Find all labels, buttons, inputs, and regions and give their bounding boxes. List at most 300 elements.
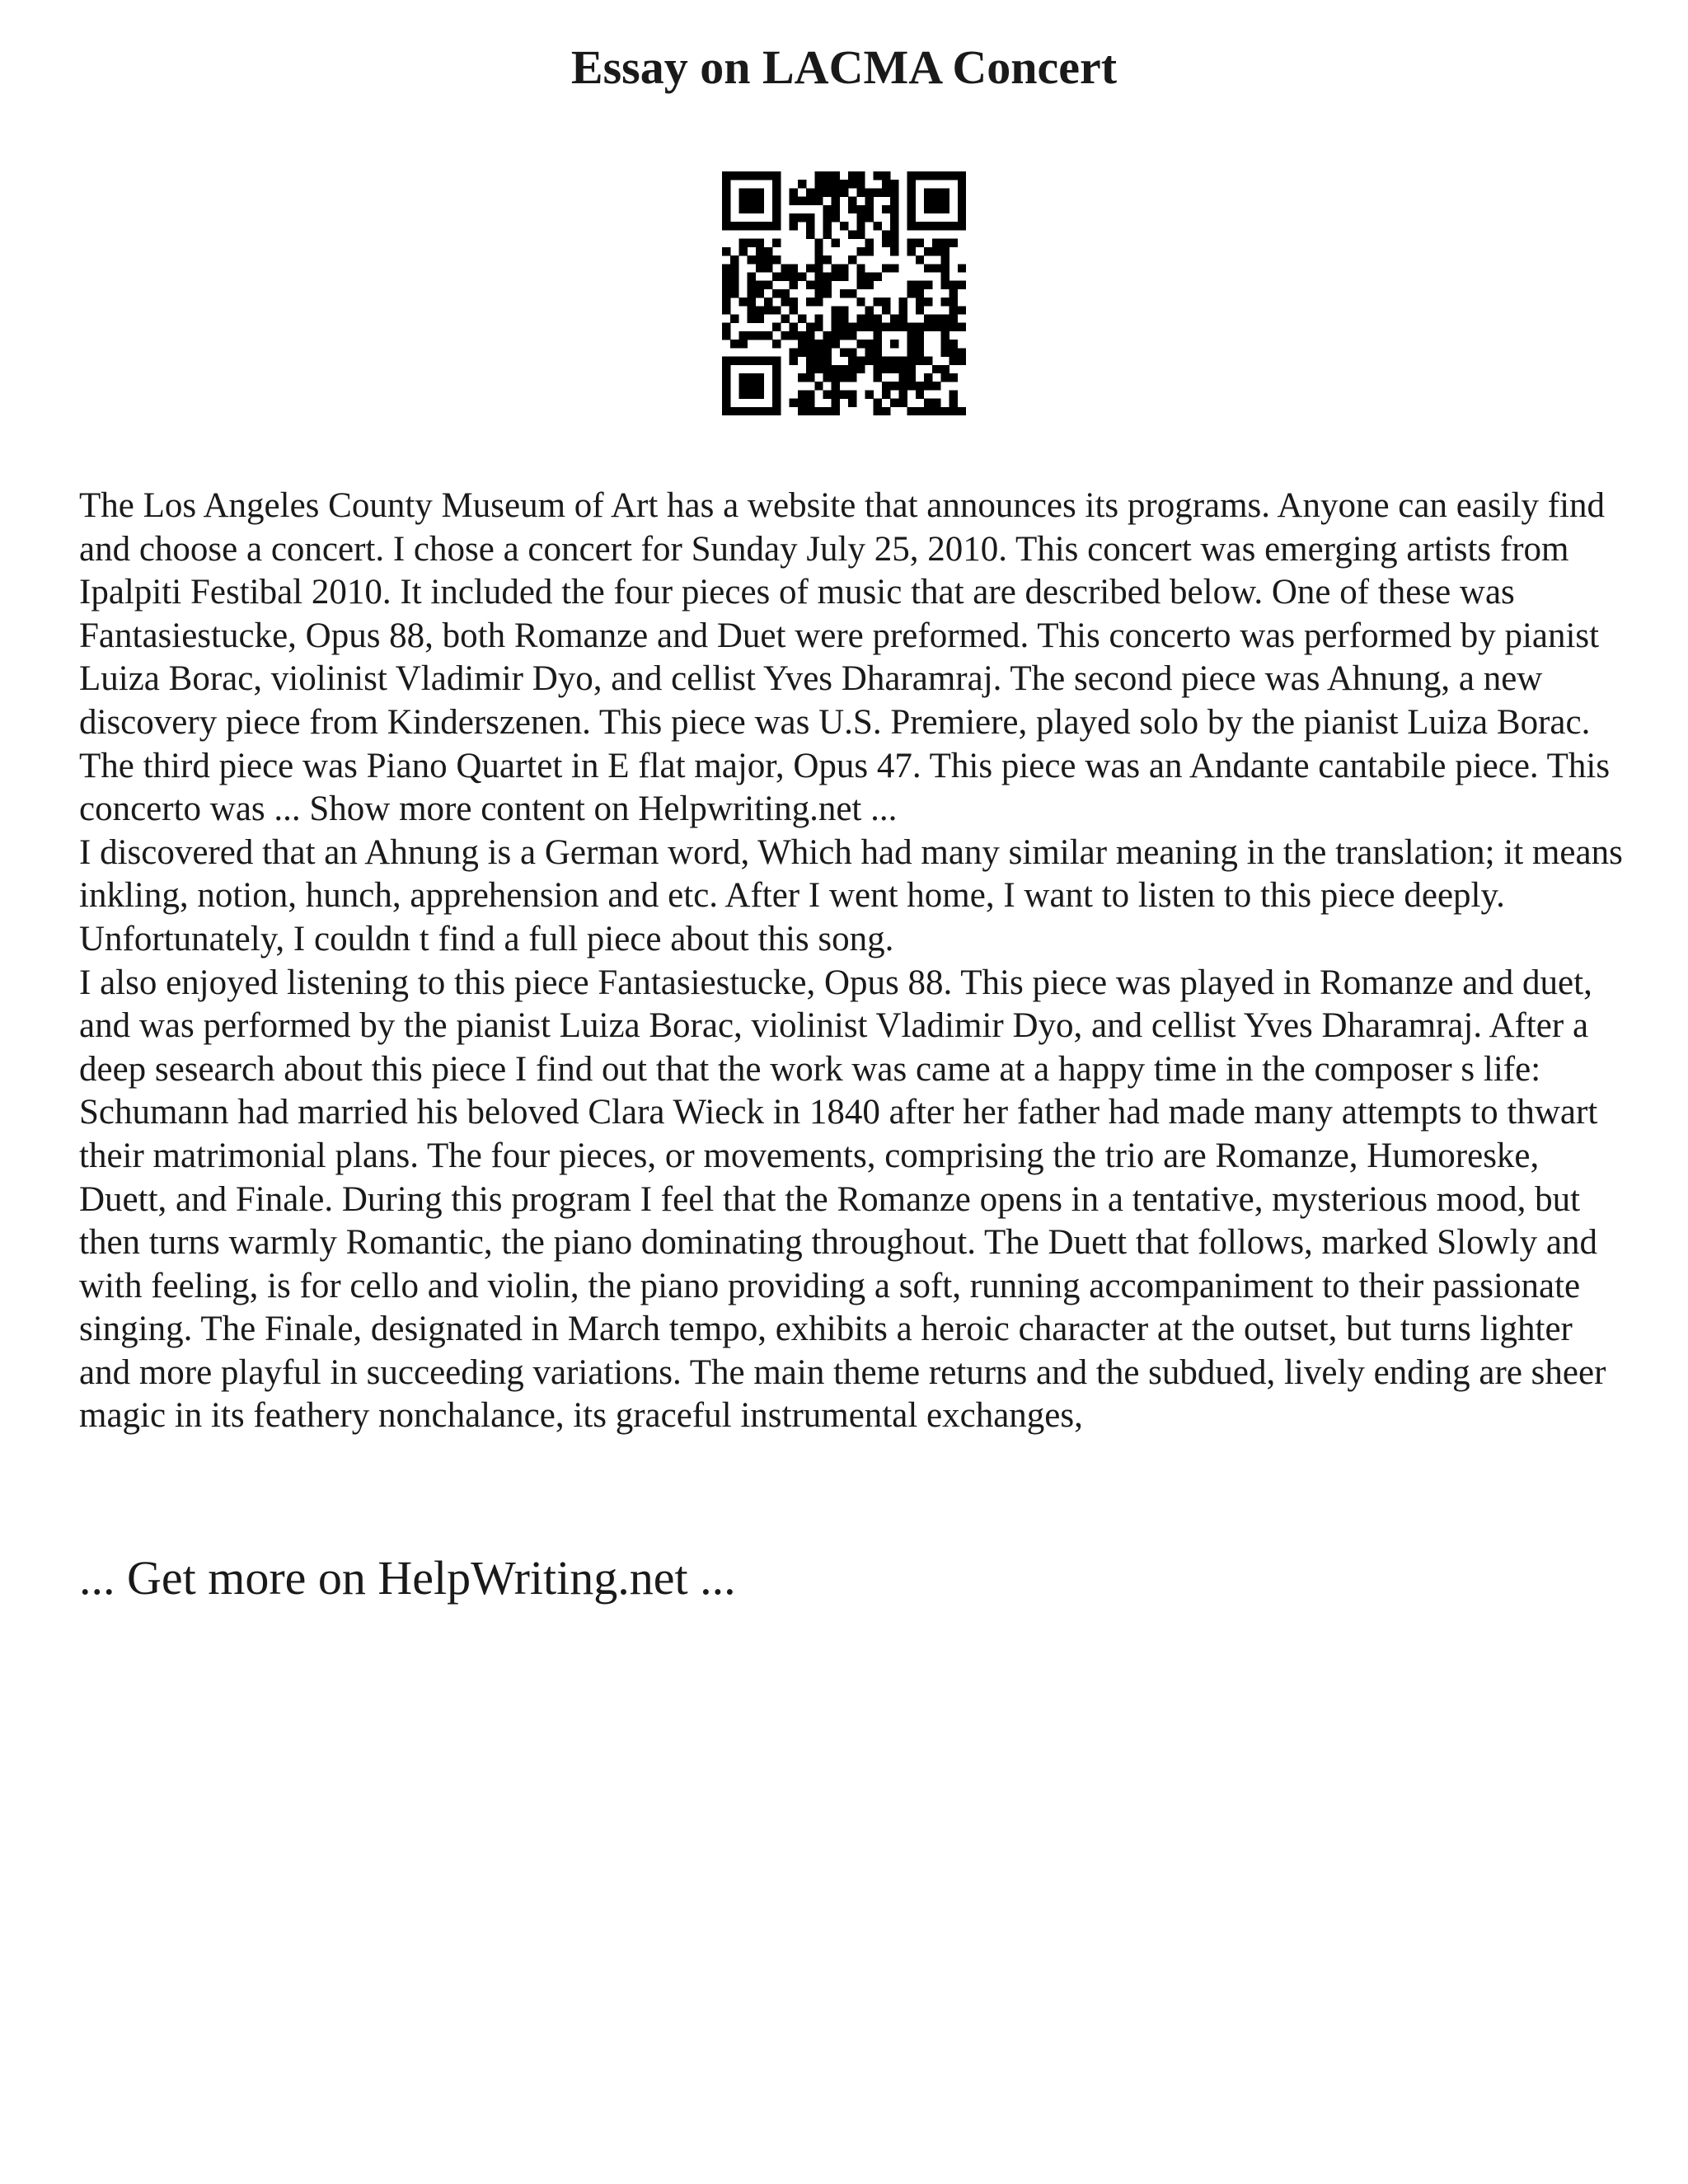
qr-module xyxy=(772,382,781,390)
qr-module xyxy=(924,298,932,306)
qr-module xyxy=(748,331,756,340)
qr-module xyxy=(907,171,916,180)
qr-module xyxy=(738,239,747,247)
qr-module xyxy=(772,289,781,298)
qr-module xyxy=(823,230,831,238)
qr-module xyxy=(756,382,764,390)
qr-module xyxy=(916,222,924,230)
qr-module xyxy=(756,264,764,272)
qr-module xyxy=(882,390,890,398)
qr-module xyxy=(940,373,949,382)
qr-module xyxy=(890,365,898,373)
qr-module xyxy=(907,247,916,255)
qr-module xyxy=(874,365,882,373)
qr-module xyxy=(907,281,916,289)
qr-module xyxy=(814,340,823,348)
qr-module xyxy=(958,281,966,289)
essay-paragraph: I discovered that an Ahnung is a German word, Which had many similar meaning in the translation; it means inkling, notion, hunch, apprehension and etc. After I went home, I want to listen to this piece deeply. Unfortunately, I couldn t find a full piece about this song. xyxy=(79,832,1623,958)
qr-module xyxy=(798,340,806,348)
qr-module xyxy=(856,298,865,306)
qr-module xyxy=(798,373,806,382)
qr-module xyxy=(748,373,756,382)
qr-module xyxy=(958,407,966,415)
qr-module xyxy=(722,399,730,407)
qr-module xyxy=(756,171,764,180)
qr-module xyxy=(738,205,747,213)
essay-body xyxy=(79,485,1629,1438)
qr-module xyxy=(814,281,823,289)
qr-module xyxy=(907,222,916,230)
qr-module xyxy=(823,188,831,196)
qr-module xyxy=(916,390,924,398)
qr-module xyxy=(924,315,932,323)
qr-module xyxy=(722,213,730,222)
qr-module xyxy=(790,298,798,306)
qr-module xyxy=(806,213,814,222)
qr-module xyxy=(848,180,856,188)
qr-module xyxy=(882,306,890,314)
qr-module xyxy=(924,188,932,196)
qr-module xyxy=(874,171,882,180)
qr-module xyxy=(823,171,831,180)
qr-module xyxy=(806,298,814,306)
qr-module xyxy=(890,239,898,247)
essay-paragraph: The Los Angeles County Museum of Art has a website that announces its programs. Anyone can easily find and choose a concert. I chose a concert for Sunday July 25, 2010. This concert was emerging artists from Ipalpiti Festibal 2010. It included the four pieces of music that are described below. One of these was Fantasiestucke, Opus 88, both Romanze and Duet were preformed. This concerto was performed by pianist Luiza Borac, violinist Vladimir Dyo, and cellist Yves Dharamraj. The second piece was Ahnung, a new discovery piece from Kinderszenen. This piece was U.S. Premiere, played solo by the pianist Luiza Borac. The third piece was Piano Quartet in E flat major, Opus 47. This piece was an Andante cantabile piece. This concerto was ... Show more content on Helpwriting.net ... xyxy=(79,486,1611,829)
qr-module xyxy=(840,180,848,188)
qr-module xyxy=(848,323,856,331)
qr-module xyxy=(865,188,874,196)
qr-module xyxy=(756,289,764,298)
qr-module xyxy=(738,298,747,306)
qr-module xyxy=(806,357,814,365)
qr-module xyxy=(806,373,814,382)
qr-module xyxy=(898,399,907,407)
qr-module xyxy=(874,357,882,365)
qr-module xyxy=(756,281,764,289)
qr-module xyxy=(950,323,958,331)
qr-module xyxy=(940,222,949,230)
qr-module xyxy=(806,331,814,340)
qr-module xyxy=(832,239,840,247)
qr-module xyxy=(958,188,966,196)
qr-module xyxy=(882,239,890,247)
qr-module xyxy=(848,289,856,298)
qr-module xyxy=(722,222,730,230)
qr-module xyxy=(856,272,865,280)
qr-module xyxy=(756,247,764,255)
qr-module xyxy=(798,180,806,188)
qr-module xyxy=(798,407,806,415)
qr-module xyxy=(958,348,966,356)
qr-module xyxy=(814,180,823,188)
qr-module xyxy=(882,230,890,238)
qr-module xyxy=(790,399,798,407)
qr-module xyxy=(748,205,756,213)
qr-module xyxy=(814,171,823,180)
qr-module xyxy=(772,222,781,230)
qr-module xyxy=(840,222,848,230)
qr-module xyxy=(748,315,756,323)
qr-module xyxy=(924,247,932,255)
qr-module xyxy=(865,205,874,213)
qr-module xyxy=(772,272,781,280)
qr-module xyxy=(748,407,756,415)
qr-module xyxy=(730,272,738,280)
qr-module xyxy=(798,315,806,323)
qr-module xyxy=(940,340,949,348)
qr-module xyxy=(907,357,916,365)
qr-module xyxy=(890,222,898,230)
qr-module xyxy=(832,180,840,188)
qr-module xyxy=(823,255,831,264)
qr-module xyxy=(940,365,949,373)
qr-module xyxy=(814,298,823,306)
qr-module xyxy=(722,264,730,272)
qr-module xyxy=(722,323,730,331)
qr-module xyxy=(814,272,823,280)
qr-module xyxy=(806,365,814,373)
qr-module xyxy=(722,382,730,390)
qr-module xyxy=(730,407,738,415)
qr-module xyxy=(772,180,781,188)
qr-module xyxy=(848,255,856,264)
qr-module xyxy=(840,390,848,398)
qr-module xyxy=(772,323,781,331)
qr-module xyxy=(772,197,781,205)
qr-module xyxy=(823,390,831,398)
qr-module xyxy=(823,180,831,188)
qr-module xyxy=(806,281,814,289)
qr-module xyxy=(898,382,907,390)
qr-module xyxy=(756,390,764,398)
qr-module xyxy=(764,357,772,365)
qr-module xyxy=(958,264,966,272)
qr-module xyxy=(823,348,831,356)
qr-module xyxy=(832,407,840,415)
qr-module xyxy=(874,222,882,230)
qr-module xyxy=(856,205,865,213)
qr-module xyxy=(907,365,916,373)
qr-module xyxy=(874,399,882,407)
qr-module xyxy=(898,323,907,331)
qr-module xyxy=(748,357,756,365)
qr-module xyxy=(907,340,916,348)
qr-module xyxy=(882,180,890,188)
qr-module xyxy=(882,188,890,196)
qr-module xyxy=(865,281,874,289)
qr-module xyxy=(781,315,789,323)
qr-module xyxy=(823,205,831,213)
qr-module xyxy=(756,331,764,340)
qr-module xyxy=(932,365,940,373)
qr-module xyxy=(907,239,916,247)
qr-module xyxy=(940,188,949,196)
qr-module xyxy=(958,357,966,365)
essay-paragraph: I also enjoyed listening to this piece Fantasiestucke, Opus 88. This piece was played in Romanze and duet, and was performed by the pianist Luiza Borac, violinist Vladimir Dyo, and cellist Yves Dharamraj. After a deep sesearch about this piece I find out that the work was came at a happy time in the composer s life: Schumann had married his beloved Clara Wieck in 1840 after her father had made many attempts to thwart their matrimonial plans. The four pieces, or movements, comprising the trio are Romanze, Humoreske, Duett, and Finale. During this program I feel that the Romanze opens in a tentative, mysterious mood, but then turns warmly Romantic, the piano dominating throughout. The Duett that follows, marked Slowly and with feeling, is for cello and violin, the piano providing a soft, running accompaniment to their passionate singing. The Finale, designated in March tempo, exhibits a heroic character at the outset, but turns lighter and more playful in succeeding variations. The main theme returns and the subdued, lively ending are sheer magic in its feathery nonchalance, its graceful instrumental exchanges, xyxy=(79,963,1606,1436)
qr-module xyxy=(823,289,831,298)
qr-module xyxy=(738,382,747,390)
qr-module xyxy=(748,298,756,306)
qr-module xyxy=(814,255,823,264)
qr-module xyxy=(806,407,814,415)
qr-module xyxy=(856,281,865,289)
qr-module xyxy=(722,365,730,373)
qr-module xyxy=(790,188,798,196)
qr-module xyxy=(772,340,781,348)
qr-module xyxy=(832,323,840,331)
qr-module xyxy=(940,323,949,331)
qr-module xyxy=(924,222,932,230)
qr-module xyxy=(722,180,730,188)
qr-module xyxy=(738,188,747,196)
qr-module xyxy=(950,171,958,180)
qr-module xyxy=(814,357,823,365)
qr-module xyxy=(898,357,907,365)
qr-module xyxy=(865,340,874,348)
qr-module xyxy=(790,357,798,365)
qr-module xyxy=(722,188,730,196)
qr-module xyxy=(874,340,882,348)
qr-module xyxy=(764,247,772,255)
qr-module xyxy=(848,357,856,365)
qr-module xyxy=(916,348,924,356)
qr-module xyxy=(764,306,772,314)
qr-module xyxy=(730,281,738,289)
qr-module xyxy=(874,373,882,382)
qr-module xyxy=(730,315,738,323)
qr-module xyxy=(940,247,949,255)
qr-module xyxy=(898,306,907,314)
qr-module xyxy=(832,188,840,196)
qr-module xyxy=(932,407,940,415)
qr-module xyxy=(738,331,747,340)
qr-module xyxy=(722,197,730,205)
qr-module xyxy=(924,205,932,213)
qr-module xyxy=(874,298,882,306)
qr-module xyxy=(756,315,764,323)
qr-module xyxy=(924,407,932,415)
qr-module xyxy=(840,264,848,272)
qr-module xyxy=(916,323,924,331)
qr-module xyxy=(832,272,840,280)
qr-module xyxy=(874,272,882,280)
qr-module xyxy=(874,407,882,415)
qr-module xyxy=(907,197,916,205)
qr-module xyxy=(832,315,840,323)
qr-module xyxy=(798,272,806,280)
qr-module xyxy=(865,315,874,323)
qr-module xyxy=(856,213,865,222)
qr-module xyxy=(790,213,798,222)
qr-module xyxy=(916,331,924,340)
qr-module xyxy=(748,255,756,264)
qr-module xyxy=(848,171,856,180)
qr-module xyxy=(806,222,814,230)
qr-module xyxy=(772,171,781,180)
qr-module xyxy=(772,390,781,398)
qr-module xyxy=(823,407,831,415)
qr-module xyxy=(722,306,730,314)
qr-module xyxy=(924,197,932,205)
qr-module xyxy=(907,180,916,188)
qr-module xyxy=(756,205,764,213)
qr-module xyxy=(748,306,756,314)
page-title: Essay on LACMA Concert xyxy=(570,40,1118,94)
qr-module xyxy=(748,390,756,398)
qr-module xyxy=(840,373,848,382)
qr-module xyxy=(748,171,756,180)
qr-module xyxy=(940,264,949,272)
qr-module xyxy=(958,197,966,205)
qr-module xyxy=(798,399,806,407)
qr-module xyxy=(856,315,865,323)
qr-module xyxy=(814,348,823,356)
qr-module xyxy=(781,289,789,298)
qr-module xyxy=(730,264,738,272)
qr-module xyxy=(832,197,840,205)
qr-module xyxy=(890,315,898,323)
qr-module xyxy=(722,205,730,213)
qr-module xyxy=(856,171,865,180)
qr-module xyxy=(832,213,840,222)
qr-module xyxy=(722,272,730,280)
qr-module xyxy=(856,340,865,348)
qr-module xyxy=(882,382,890,390)
qr-module xyxy=(940,205,949,213)
qr-module xyxy=(738,407,747,415)
qr-module xyxy=(790,264,798,272)
qr-module xyxy=(848,365,856,373)
qr-module xyxy=(856,188,865,196)
qr-module xyxy=(748,382,756,390)
qr-module xyxy=(790,331,798,340)
qr-module xyxy=(738,222,747,230)
qr-module xyxy=(840,323,848,331)
qr-module xyxy=(772,407,781,415)
qr-module xyxy=(932,197,940,205)
qr-module xyxy=(907,373,916,382)
qr-module xyxy=(865,272,874,280)
qr-module xyxy=(764,298,772,306)
qr-module xyxy=(772,365,781,373)
qr-module xyxy=(865,306,874,314)
qr-module xyxy=(823,373,831,382)
qr-module xyxy=(764,222,772,230)
qr-module xyxy=(890,357,898,365)
qr-module xyxy=(823,331,831,340)
qr-module xyxy=(790,281,798,289)
qr-module xyxy=(856,264,865,272)
qr-module xyxy=(950,222,958,230)
qr-module xyxy=(848,331,856,340)
qr-module xyxy=(916,382,924,390)
qr-module xyxy=(814,247,823,255)
qr-module xyxy=(874,331,882,340)
qr-module xyxy=(856,323,865,331)
qr-module xyxy=(764,407,772,415)
qr-module xyxy=(806,390,814,398)
qr-module xyxy=(756,222,764,230)
qr-module xyxy=(916,357,924,365)
qr-module xyxy=(856,222,865,230)
qr-module xyxy=(781,264,789,272)
qr-module xyxy=(940,281,949,289)
qr-module xyxy=(890,264,898,272)
qr-module xyxy=(798,197,806,205)
qr-module xyxy=(806,188,814,196)
qr-module xyxy=(748,272,756,280)
qr-module xyxy=(840,365,848,373)
qr-module xyxy=(907,188,916,196)
qr-module xyxy=(916,306,924,314)
qr-module xyxy=(865,348,874,356)
qr-module xyxy=(748,188,756,196)
qr-module xyxy=(722,390,730,398)
qr-module xyxy=(722,171,730,180)
qr-module xyxy=(832,390,840,398)
qr-module xyxy=(907,205,916,213)
qr-module xyxy=(823,357,831,365)
qr-module xyxy=(950,298,958,306)
qr-module xyxy=(898,315,907,323)
qr-module xyxy=(890,247,898,255)
qr-module xyxy=(932,264,940,272)
qr-module xyxy=(738,373,747,382)
qr-module xyxy=(772,239,781,247)
qr-module xyxy=(722,281,730,289)
qr-module xyxy=(772,188,781,196)
qr-code-icon xyxy=(722,171,966,415)
qr-module xyxy=(832,340,840,348)
qr-module xyxy=(950,390,958,398)
qr-module xyxy=(806,323,814,331)
qr-module xyxy=(722,407,730,415)
qr-module xyxy=(848,197,856,205)
qr-module xyxy=(781,298,789,306)
qr-module xyxy=(738,247,747,255)
qr-module xyxy=(814,365,823,373)
qr-module xyxy=(823,340,831,348)
qr-module xyxy=(865,357,874,365)
qr-module xyxy=(722,357,730,365)
qr-module xyxy=(823,365,831,373)
qr-module xyxy=(958,222,966,230)
qr-module xyxy=(738,340,747,348)
qr-module xyxy=(730,222,738,230)
qr-module xyxy=(882,205,890,213)
qr-module xyxy=(806,348,814,356)
qr-module xyxy=(832,306,840,314)
qr-module xyxy=(722,373,730,382)
qr-module xyxy=(722,247,730,255)
qr-module xyxy=(814,197,823,205)
get-more-link[interactable]: ... Get more on HelpWriting.net ... xyxy=(79,1551,736,1605)
qr-module xyxy=(832,399,840,407)
qr-module xyxy=(924,264,932,272)
qr-module xyxy=(907,348,916,356)
qr-module xyxy=(890,197,898,205)
qr-module xyxy=(958,205,966,213)
qr-module xyxy=(856,247,865,255)
qr-module xyxy=(890,180,898,188)
qr-module xyxy=(882,357,890,365)
qr-module xyxy=(932,323,940,331)
qr-module xyxy=(790,272,798,280)
qr-module xyxy=(823,222,831,230)
qr-module xyxy=(924,373,932,382)
qr-module xyxy=(814,315,823,323)
qr-module xyxy=(932,222,940,230)
